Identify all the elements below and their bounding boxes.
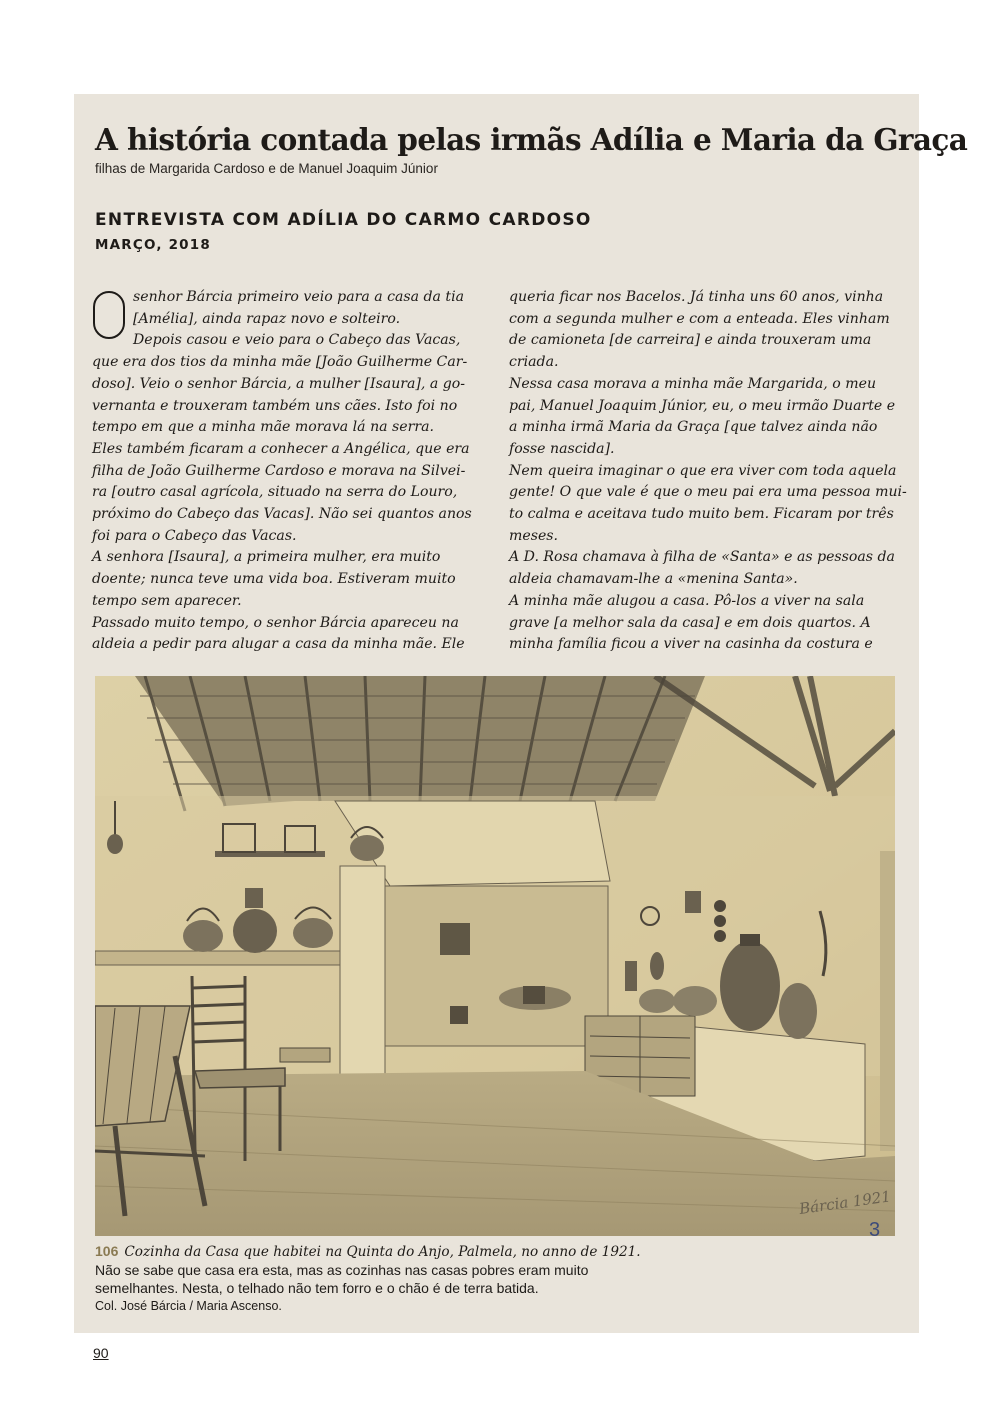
text-line: doente; nunca teve uma vida boa. Estiveram muito [92,571,456,588]
text-line: Passado muito tempo, o senhor Bárcia apareceu na [92,614,459,631]
sketch-signature: Bárcia 1921 [798,1187,892,1218]
page-subtitle: filhas de Margarida Cardoso e de Manuel Joaquim Júnior [95,161,438,176]
kitchen-sketch-image [95,676,895,1236]
text-line: senhor Bárcia primeiro veio para a casa da tia [133,289,464,305]
text-line: aldeia chamavam-lhe a «menina Santa». [509,571,798,588]
text-line: tempo sem aparecer. [92,592,242,609]
text-line: de camioneta [de carreira] e ainda trouxeram uma [509,332,872,349]
text-line: A minha mãe alugou a casa. Pô-los a viver na sala [509,592,865,609]
figure-caption [95,1242,895,1315]
drop-cap-o [93,291,125,339]
page-title: A história contada pelas irmãs Adília e Maria da Graça [95,122,968,157]
text-line: vernanta e trouxeram também uns cães. Isto foi no [92,397,458,414]
text-line: pai, Manuel Joaquim Júnior, eu, o meu irmão Duarte e [509,397,896,414]
sketch-mark: 3 [869,1219,881,1236]
text-line: fosse nascida]. [509,440,615,457]
text-line: com a segunda mulher e com a enteada. Eles vinham [509,310,890,327]
text-line: que era dos tios da minha mãe [João Guilherme Car- [92,354,468,371]
text-line: aldeia a pedir para alugar a casa da minha mãe. Ele [92,636,465,653]
text-line: Eles também ficaram a conhecer a Angélica, que era [92,440,470,457]
text-line: gente! O que vale é que o meu pai era uma pessoa mui- [509,484,907,501]
text-line: meses. [509,527,558,544]
text-line: [Amélia], ainda rapaz novo e solteiro. [133,310,401,327]
text-line: queria ficar nos Bacelos. Já tinha uns 60 anos, vinha [509,289,884,305]
text-line: Nessa casa morava a minha mãe Margarida, o meu [509,375,877,392]
text-line: A D. Rosa chamava à filha de «Santa» e as pessoas da [509,549,895,566]
text-line: minha família ficou a viver na casinha da costura e [509,636,873,653]
text-line: Depois casou e veio para o Cabeço das Vacas, [133,332,461,349]
text-line: foi para o Cabeço das Vacas. [92,527,297,544]
text-line: próximo do Cabeço das Vacas]. Não sei quantos anos [92,506,472,523]
figure-title: Cozinha da Casa que habitei na Quinta do Anjo, Palmela, no anno de 1921. [124,1244,641,1260]
body-column-left [92,287,477,656]
kitchen-sketch-figure [95,676,895,1236]
page-number: 90 [93,1345,109,1361]
text-line: a minha irmã Maria da Graça [que talvez ainda não [509,419,878,436]
text-line: to calma e aceitava tudo muito bem. Ficaram por três [509,506,894,523]
text-line: filha de João Guilherme Cardoso e morava na Silvei- [92,462,466,479]
text-line: tempo em que a minha mãe morava lá na serra. [92,419,434,436]
section-date: MARÇO, 2018 [95,237,211,253]
text-line: doso]. Veio o senhor Bárcia, a mulher [Isaura], a go- [92,375,466,392]
figure-description-line: semelhantes. Nesta, o telhado não tem forro e o chão é de terra batida. [95,1280,539,1296]
figure-description-line: Não se sabe que casa era esta, mas as cozinhas nas casas pobres eram muito [95,1262,589,1278]
section-heading: ENTREVISTA COM ADÍLIA DO CARMO CARDOSO [95,210,592,230]
page-panel [74,94,968,1333]
text-line: A senhora [Isaura], a primeira mulher, era muito [92,549,441,566]
text-line: ra [outro casal agrícola, situado na serra do Louro, [92,484,458,501]
figure-credit: Col. José Bárcia / Maria Ascenso. [95,1299,282,1313]
text-line: grave [a melhor sala da casa] e em dois quartos. A [509,614,871,631]
body-column-right [509,287,907,656]
text-line: criada. [509,354,559,371]
text-line: Nem queira imaginar o que era viver com toda aquela [509,462,897,479]
figure-number: 106 [95,1243,119,1259]
